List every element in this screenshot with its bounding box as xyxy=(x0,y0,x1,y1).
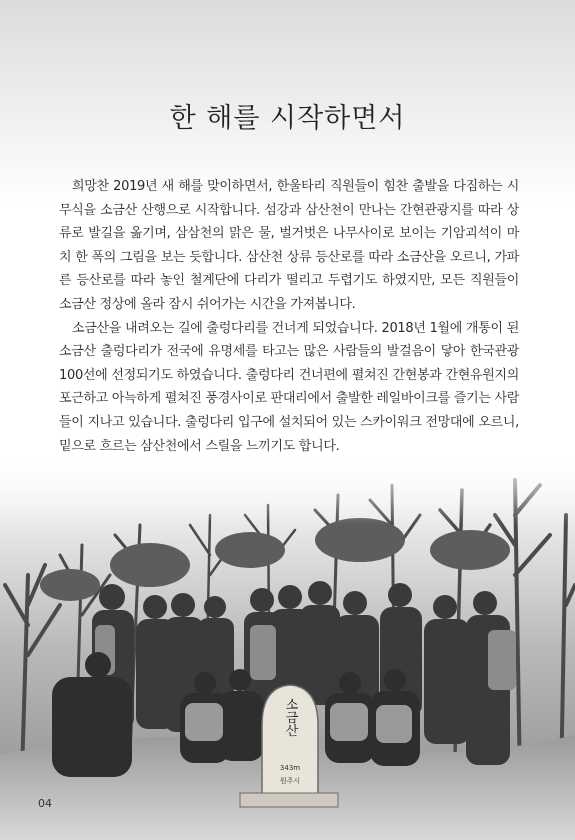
group-photo xyxy=(0,455,575,840)
paragraph-2: 소금산을 내려오는 길에 출렁다리를 건너게 되었습니다. 2018년 1월에 개통이 된 소금산 출렁다리가 전국에 유명세를 타고는 많은 사람들의 발걸음이 닿아 한국관광 100선에 선정되기도 하였습니다. 출렁다리 건너편에 펼쳐진 간현봉과 간현유원지의 포근하고 아늑하게 펼쳐진 풍경사이로 판대리에서 출발한 레일바이크를 즐기는 사람들이 지나고 있습니다. 출렁다리 입구에 설치되어 있는 스카이워크 전망대에 오르니, 밑으로 흐르는 삼산천에서 스릴을 느끼기도 합니다. xyxy=(59,320,519,454)
article-body xyxy=(59,175,519,458)
monument-elevation: 343m xyxy=(279,764,301,772)
page-number: 04 xyxy=(38,797,52,810)
monument-city: 원주시 xyxy=(279,777,301,785)
page-title: 한 해를 시작하면서 xyxy=(169,103,406,135)
paragraph-1: 희망찬 2019년 새 해를 맞이하면서, 한울타리 직원들이 힘찬 출발을 다짐하는 시무식을 소금산 산행으로 시작합니다. 섬강과 삼산천이 만나는 간현관광지를 따라 상류로 발길을 옮기며, 삼삼천의 맑은 물, 벌거벗은 나무사이로 보이는 기암괴석이 마치 한 폭의 그림을 보는 듯합니다. 삼산천 상류 등산로를 따라 소금산을 오르니, 가파른 등산로를 따라 놓인 철계단에 다리가 떨리고 두렵기도 하였지만, 모든 직원들이 소금산 정상에 올라 잠시 쉬어가는 시간을 가져봅니다. xyxy=(59,179,519,312)
monument-label: 소금산 xyxy=(282,697,298,737)
